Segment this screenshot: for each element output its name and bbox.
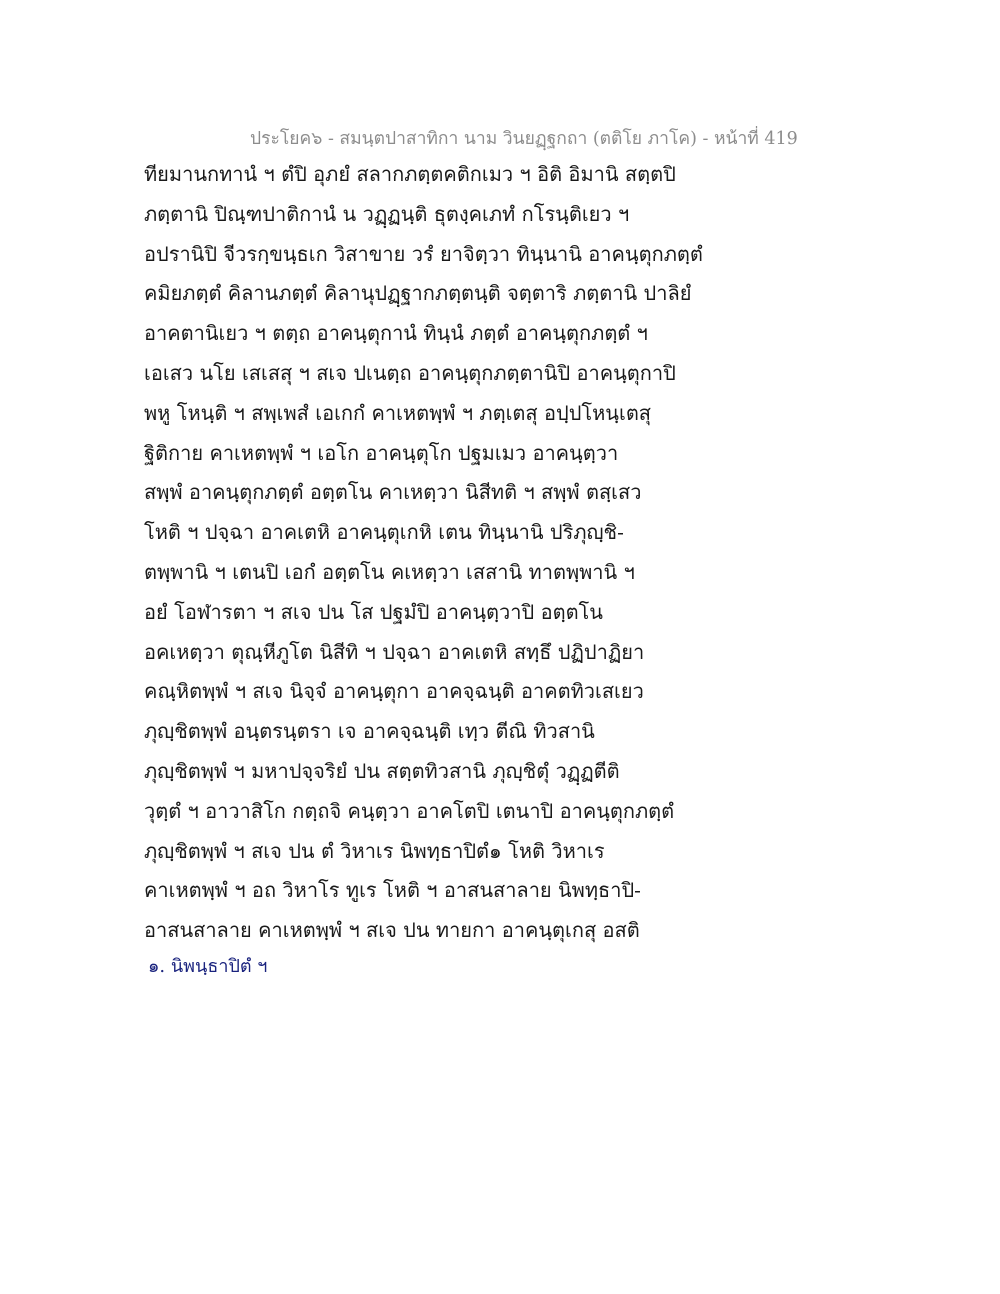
text-line: ภุญฺชิตพฺพํ ฯ มหาปจฺจริยํ ปน สตฺตทิวสานิ ภุญฺชิตุํ วฏฺฏตีติ xyxy=(144,758,620,783)
text-line: คมิยภตฺตํ คิลานภตฺตํ คิลานุปฏฺฐากภตฺตนฺติ จตฺตาริ ภตฺตานิ ปาลิยํ xyxy=(144,281,692,306)
text-line: ภุญฺชิตพฺพํ ฯ สเจ ปน ตํ วิหาเร นิพทฺธาปิตํ๑ โหติ วิหาเร xyxy=(144,838,605,863)
body-text xyxy=(144,155,704,951)
text-line: ตพฺพานิ ฯ เตนปิ เอกํ อตฺตโน คเหตฺวา เสสานิ ทาตพฺพานิ ฯ xyxy=(144,559,635,584)
text-line: คณฺหิตพฺพํ ฯ สเจ นิจฺจํ อาคนฺตุกา อาคจฺฉนฺติ อาคตทิวเสเยว xyxy=(144,679,644,704)
footnote xyxy=(148,950,267,984)
text-line: ภุญฺชิตพฺพํ อนฺตรนฺตรา เจ อาคจฺฉนฺติ เทฺว ตีณิ ทิวสานิ xyxy=(144,719,595,744)
text-line: ฐิติกาย คาเหตพฺพํ ฯ เอโก อาคนฺตุโก ปฐมเมว อาคนฺตฺวา xyxy=(144,440,619,465)
text-line: อาสนสาลาย คาเหตพฺพํ ฯ สเจ ปน ทายกา อาคนฺตุเกสุ อสติ xyxy=(144,918,640,943)
text-line: ภตฺตานิ ปิณฺฑปาติกานํ น วฏฺฏนฺติ ธุตงฺคเภทํ กโรนฺติเยว ฯ xyxy=(144,201,630,226)
text-line: อคเหตฺวา ตุณฺหีภูโต นิสีทิ ฯ ปจฺฉา อาคเตหิ สทฺธึ ปฏิปาฏิยา xyxy=(144,639,645,664)
text-line: เอเสว นโย เสเสสุ ฯ สเจ ปเนตฺถ อาคนฺตุกภตฺตานิปิ อาคนฺตุกาปิ xyxy=(144,360,676,385)
text-line: คาเหตพฺพํ ฯ อถ วิหาโร ทูเร โหติ ฯ อาสนสาลาย นิพทฺธาปิ- xyxy=(144,878,641,903)
footnote-text: ๑. นิพนฺธาปิตํ ฯ xyxy=(148,956,268,977)
text-line: อยํ โอฬารตา ฯ สเจ ปน โส ปฐมํปิ อาคนฺตฺวาปิ อตฺตโน xyxy=(144,599,603,624)
text-line: สพฺพํ อาคนฺตุกภตฺตํ อตฺตโน คาเหตฺวา นิสีทติ ฯ สพฺพํ ตสฺเสว xyxy=(144,480,642,505)
page-header xyxy=(250,124,798,152)
text-line: พหู โหนฺติ ฯ สพฺเพสํ เอเกกํ คาเหตพฺพํ ฯ ภตฺเตสุ อปฺปโหนฺเตสุ xyxy=(144,400,652,425)
text-line: โหติ ฯ ปจฺฉา อาคเตหิ อาคนฺตุเกหิ เตน ทินฺนานิ ปริภุญฺชิ- xyxy=(144,520,624,545)
text-line: อาคตานิเยว ฯ ตตฺถ อาคนฺตุกานํ ทินฺนํ ภตฺตํ อาคนฺตุกภตฺตํ ฯ xyxy=(144,321,648,346)
text-line: ทียมานกทานํ ฯ ตํปิ อุภยํ สลากภตฺตคติกเมว ฯ อิติ อิมานิ สตฺตปิ xyxy=(144,162,676,186)
text-line: อปรานิปิ จีวรกฺขนฺธเก วิสาขาย วรํ ยาจิตฺวา ทินฺนานิ อาคนฺตุกภตฺตํ xyxy=(144,241,703,266)
text-line: วุตฺตํ ฯ อาวาสิโก กตฺถจิ คนฺตฺวา อาคโตปิ เตนาปิ อาคนฺตุกภตฺตํ xyxy=(144,798,675,823)
page-header-title: ประโยค๖ - สมนฺตปาสาทิกา นาม วินยฏฺฐกถา (ตติโย ภาโค) - หน้าที่ 419 xyxy=(250,129,798,149)
